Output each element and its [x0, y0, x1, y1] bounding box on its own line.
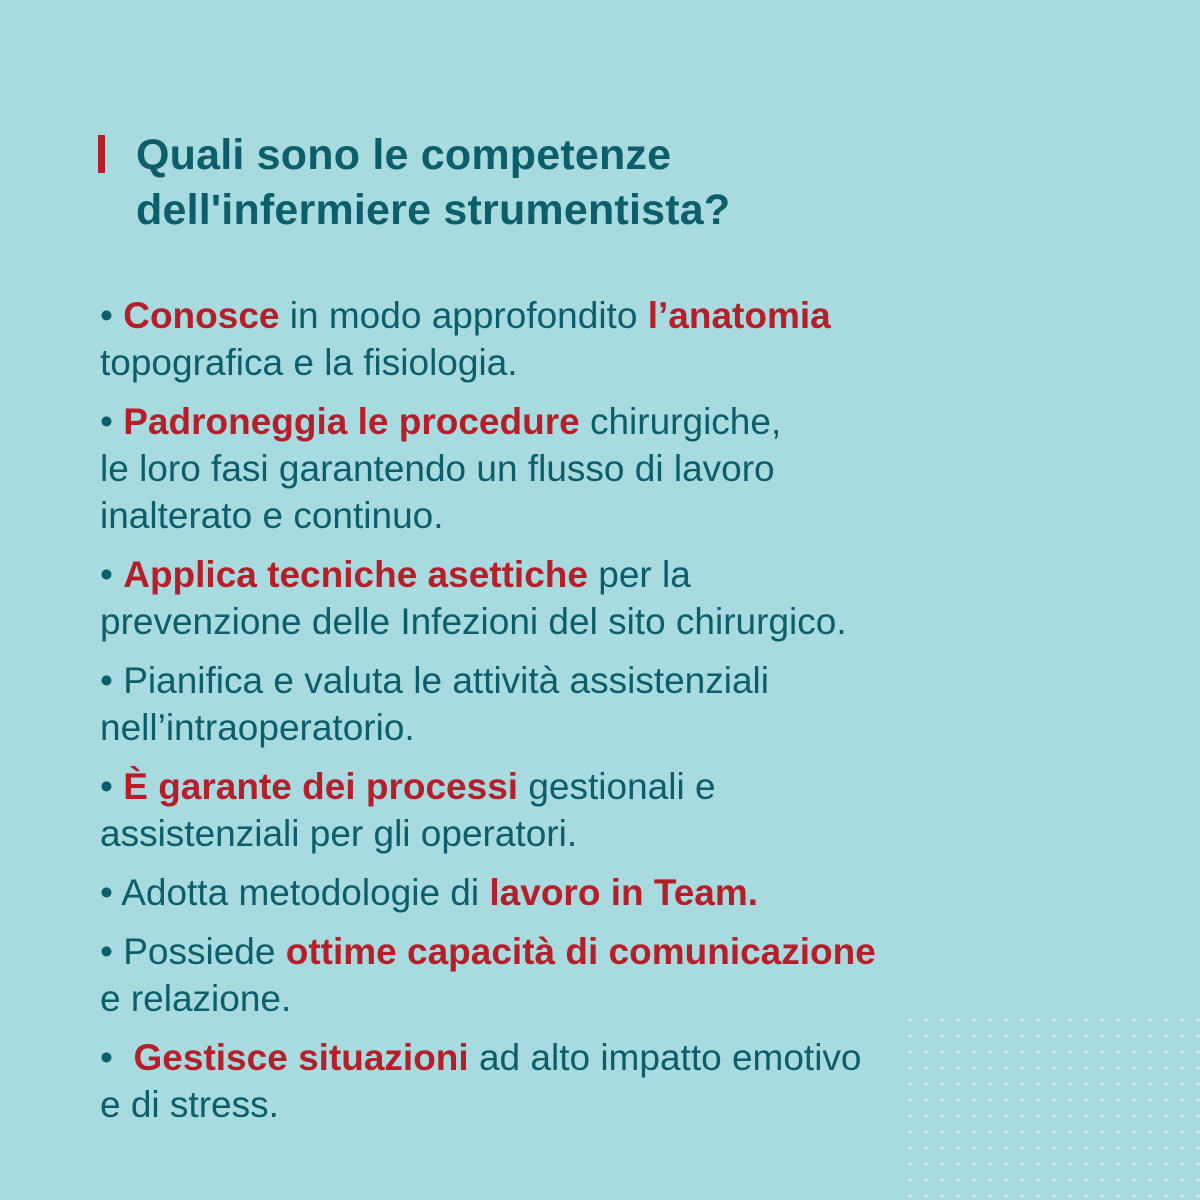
bullet: • — [100, 295, 124, 336]
bullet: • — [100, 554, 124, 595]
list-item-line: inalterato e continuo. — [100, 495, 444, 536]
list-item-line: e relazione. — [100, 978, 292, 1019]
page-title — [136, 128, 1136, 238]
list-item-applica — [100, 551, 1150, 645]
bullet: • — [100, 766, 124, 807]
highlight-text: Applica tecniche asettiche — [123, 554, 588, 595]
list-item-line — [100, 398, 1150, 445]
list-item-line — [100, 551, 1150, 598]
title-line-1: Quali sono le competenze — [136, 131, 672, 179]
list-item-line: assistenziali per gli operatori. — [100, 813, 578, 854]
list-item-line — [100, 869, 1150, 916]
list-item-garante — [100, 763, 1150, 857]
bullet: • — [100, 401, 124, 442]
list-item-line — [100, 1034, 1150, 1081]
list-item-possiede — [100, 928, 1150, 1022]
list-item-line: topografica e la fisiologia. — [100, 342, 518, 383]
title-line-2: dell'infermiere strumentista? — [136, 186, 731, 234]
list-item-padroneggia — [100, 398, 1150, 539]
highlight-text: È garante dei processi — [123, 766, 519, 807]
competences-list — [100, 292, 1150, 1140]
list-item-line: e di stress. — [100, 1084, 279, 1125]
list-item-line — [100, 928, 1150, 975]
body-text: per la — [587, 554, 691, 595]
list-item-adotta — [100, 869, 1150, 916]
highlight-text: lavoro in Team. — [489, 872, 759, 913]
body-text: • Adotta metodologie di — [100, 872, 490, 913]
highlight-text: Gestisce situazioni — [133, 1037, 469, 1078]
body-text: • Possiede — [100, 931, 286, 972]
body-text: chirurgiche, — [579, 401, 782, 442]
body-text: ad alto impatto emotivo — [468, 1037, 862, 1078]
body-text: gestionali e — [518, 766, 716, 807]
list-item-line: nell’intraoperatorio. — [100, 707, 415, 748]
highlight-text: l’anatomia — [647, 295, 831, 336]
list-item-pianifica — [100, 657, 1150, 751]
list-item-line — [100, 292, 1150, 339]
list-item-conosce — [100, 292, 1150, 386]
bullet: • — [100, 1037, 134, 1078]
list-item-line: • Pianifica e valuta le attività assistenziali — [100, 660, 769, 701]
highlight-text: Conosce — [123, 295, 280, 336]
list-item-line: le loro fasi garantendo un flusso di lavoro — [100, 448, 775, 489]
highlight-text: ottime capacità di comunicazione — [285, 931, 876, 972]
body-text: in modo approfondito — [279, 295, 648, 336]
list-item-gestisce — [100, 1034, 1150, 1128]
highlight-text: Padroneggia le procedure — [123, 401, 580, 442]
list-item-line — [100, 763, 1150, 810]
title-accent-bar — [98, 135, 105, 173]
list-item-line: prevenzione delle Infezioni del sito chirurgico. — [100, 601, 847, 642]
